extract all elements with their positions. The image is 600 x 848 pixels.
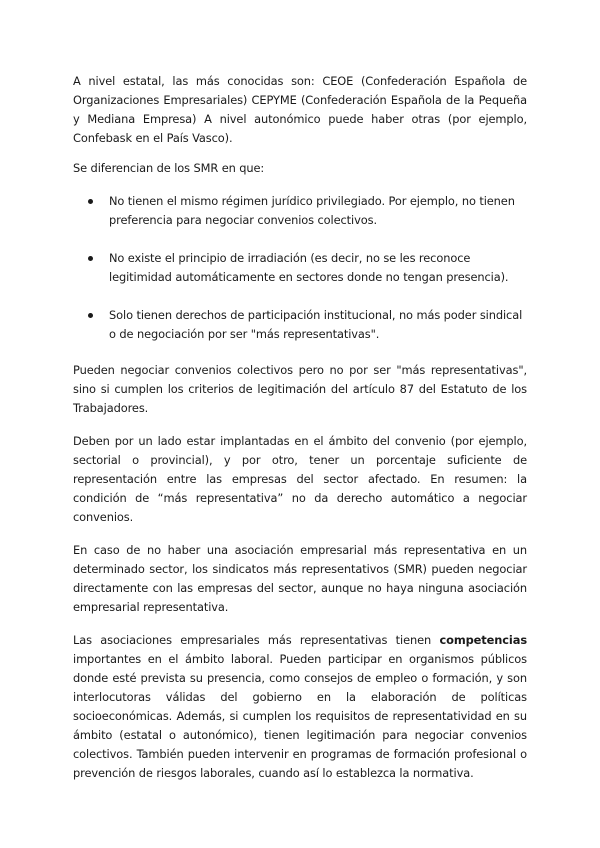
bullet-icon [88,199,93,204]
list-item-text: No existe el principio de irradiación (es decir, no se les reconoce legitimidad automáticamente en sectores donde no tengan presencia). [109,251,509,284]
requirements-paragraph: Deben por un lado estar implantadas en el ámbito del convenio (por ejemplo, sectorial o provincial), y por otro, tener un porcentaje suficiente de representación entre las empresas del sector afectado. En resumen: la condición de “más representativa” no da derecho automático a negociar convenios. [73,434,527,524]
lead-paragraph: Se diferencian de los SMR en que: [73,161,265,175]
list-item-text: No tienen el mismo régimen jurídico privilegiado. Por ejemplo, no tienen preferencia para negociar convenios colectivos. [109,194,515,227]
competencias-text-end: importantes en el ámbito laboral. Pueden participar en organismos públicos donde esté prevista su presencia, como consejos de empleo o formación, y son interlocutoras válidas del gobierno en la elaboración de políticas socioeconómicas. Además, si cumplen los requisitos de representatividad en su ámbito (estatal o autonómico), tienen legitimación para negociar convenios colectivos. También pueden intervenir en programas de formación profesional o prevención de riesgos laborales, cuando así lo establezca la normativa. [73,652,527,780]
bullet-icon [88,256,93,261]
competencias-paragraph [73,631,527,783]
list-item [73,306,527,344]
bullet-icon [88,313,93,318]
list-item-text: Solo tienen derechos de participación institucional, no más poder sindical o de negociación por ser "más representativas". [109,308,523,341]
competencias-bold: competencias [439,633,527,647]
intro-paragraph: A nivel estatal, las más conocidas son: CEOE (Confederación Española de Organizaciones Empresariales) CEPYME (Confederación Española de la Pequeña y Mediana Empresa) A nivel autonómico puede haber otras (por ejemplo, Confebask en el País Vasco). [73,74,527,145]
competencias-text-start: Las asociaciones empresariales más representativas tienen [73,633,440,647]
list-item [73,192,527,230]
list-item [73,249,527,287]
differences-list [73,192,527,344]
smr-paragraph: En caso de no haber una asociación empresarial más representativa en un determinado sector, los sindicatos más representativos (SMR) pueden negociar directamente con las empresas del sector, aunque no haya ninguna asociación empresarial representativa. [73,543,527,614]
negotiation-paragraph: Pueden negociar convenios colectivos pero no por ser "más representativas", sino si cumplen los criterios de legitimación del artículo 87 del Estatuto de los Trabajadores. [73,363,527,415]
